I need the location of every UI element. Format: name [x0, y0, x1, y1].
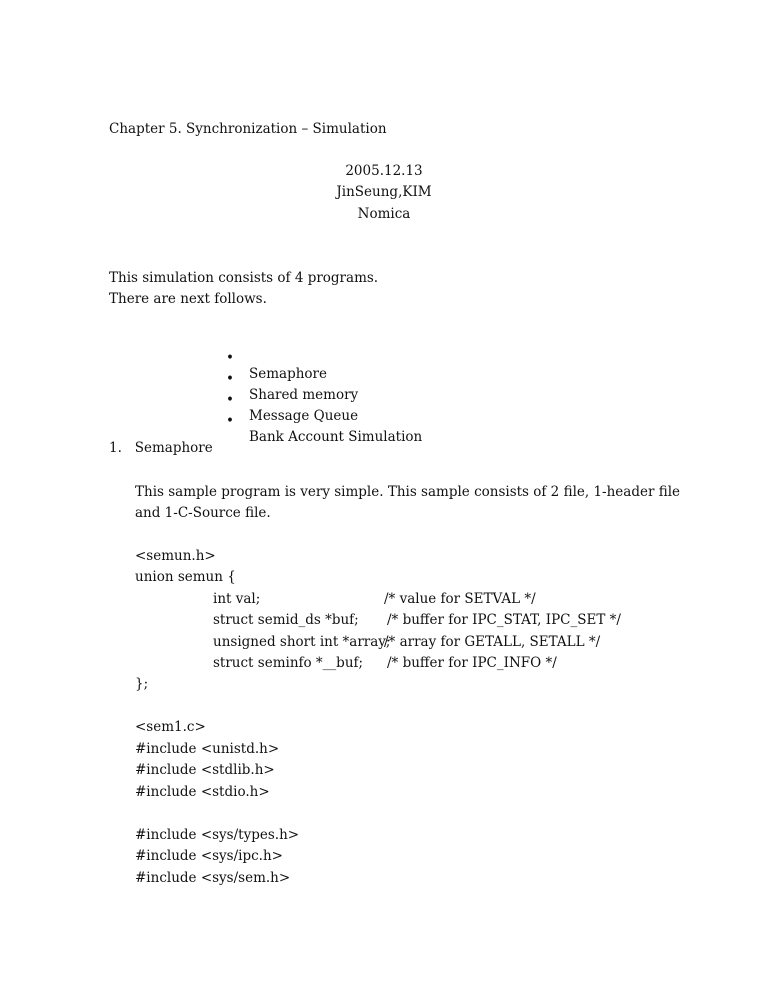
code-line: }; [135, 676, 149, 692]
include-line: #include <stdlib.h> [135, 762, 275, 778]
include-line: #include <stdio.h> [135, 784, 270, 800]
intro-line-2: There are next follows. [109, 291, 267, 307]
bullet-icon: • [226, 413, 234, 429]
include-line: #include <sys/types.h> [135, 827, 300, 843]
bullet-icon: • [226, 350, 234, 366]
document-organization: Nomica [357, 206, 411, 222]
file-header: <semun.h> [135, 548, 216, 564]
include-line: #include <sys/ipc.h> [135, 848, 283, 864]
include-line: #include <sys/sem.h> [135, 870, 291, 886]
code-line: union semun { [135, 569, 236, 585]
member-comment: /* buffer for IPC_STAT, IPC_SET */ [387, 612, 621, 628]
document-author: JinSeung,KIM [336, 184, 432, 200]
member-declaration: struct seminfo *__buf; [213, 655, 364, 671]
member-declaration: struct semid_ds *buf; [213, 612, 359, 628]
bullet-icon: • [226, 371, 234, 387]
member-comment: /* value for SETVAL */ [384, 591, 536, 607]
section-heading: 1. Semaphore [109, 440, 213, 456]
paragraph-line-2: and 1-C-Source file. [135, 505, 271, 521]
list-item-label: Message Queue [249, 408, 359, 424]
list-item-label: Semaphore [249, 366, 327, 382]
list-item-label: Shared memory [249, 387, 359, 403]
intro-line-1: This simulation consists of 4 programs. [109, 270, 379, 286]
member-declaration: unsigned short int *array; [213, 634, 391, 650]
document-title: Chapter 5. Synchronization – Simulation [109, 121, 387, 137]
file-header: <sem1.c> [135, 719, 206, 735]
member-comment: /* array for GETALL, SETALL */ [384, 634, 601, 650]
member-declaration: int val; [213, 591, 261, 607]
member-comment: /* buffer for IPC_INFO */ [387, 655, 557, 671]
paragraph-line-1: This sample program is very simple. This sample consists of 2 file, 1-header file [135, 484, 681, 500]
bullet-icon: • [226, 392, 234, 408]
document-date: 2005.12.13 [345, 163, 423, 179]
include-line: #include <unistd.h> [135, 741, 280, 757]
list-item-label: Bank Account Simulation [249, 429, 423, 445]
